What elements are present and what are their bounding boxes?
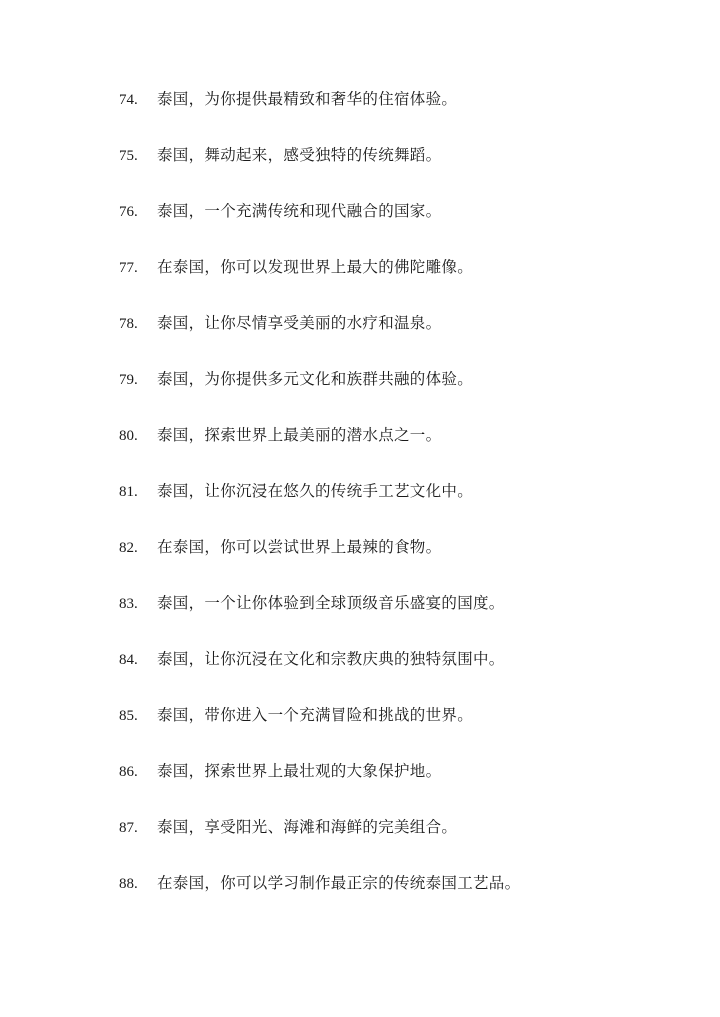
item-text: 泰国，一个充满传统和现代融合的国家。 (157, 202, 442, 220)
list-item (119, 198, 679, 254)
item-text: 泰国，让你沉浸在文化和宗教庆典的独特氛围中。 (157, 650, 505, 668)
item-number: 78. (119, 316, 138, 332)
item-number: 79. (119, 372, 138, 388)
list-item (119, 366, 679, 422)
item-number: 74. (119, 92, 138, 108)
item-number: 87. (119, 820, 138, 836)
item-text: 泰国，让你沉浸在悠久的传统手工艺文化中。 (157, 482, 474, 500)
item-number: 81. (119, 484, 138, 500)
item-text: 在泰国，你可以学习制作最正宗的传统泰国工艺品。 (157, 874, 521, 892)
list-item (119, 86, 679, 142)
list-item (119, 870, 679, 926)
list-item (119, 478, 679, 534)
item-number: 86. (119, 764, 138, 780)
list-item (119, 422, 679, 478)
item-text: 泰国，一个让你体验到全球顶级音乐盛宴的国度。 (157, 594, 505, 612)
list-item (119, 142, 679, 198)
item-text: 泰国，探索世界上最美丽的潜水点之一。 (157, 426, 442, 444)
item-number: 84. (119, 652, 138, 668)
item-number: 83. (119, 596, 138, 612)
list-item (119, 590, 679, 646)
list-item (119, 814, 679, 870)
list-item (119, 534, 679, 590)
numbered-list (119, 86, 679, 926)
item-text: 泰国，让你尽情享受美丽的水疗和温泉。 (157, 314, 442, 332)
item-number: 85. (119, 708, 138, 724)
list-item (119, 646, 679, 702)
item-text: 在泰国，你可以发现世界上最大的佛陀雕像。 (157, 258, 474, 276)
list-item (119, 254, 679, 310)
item-text: 泰国，为你提供多元文化和族群共融的体验。 (157, 370, 474, 388)
item-number: 82. (119, 540, 138, 556)
item-number: 80. (119, 428, 138, 444)
list-item (119, 702, 679, 758)
item-text: 在泰国，你可以尝试世界上最辣的食物。 (157, 538, 442, 556)
item-text: 泰国，为你提供最精致和奢华的住宿体验。 (157, 90, 458, 108)
list-item (119, 758, 679, 814)
item-text: 泰国，带你进入一个充满冒险和挑战的世界。 (157, 706, 474, 724)
item-number: 75. (119, 148, 138, 164)
item-number: 77. (119, 260, 138, 276)
item-text: 泰国，舞动起来，感受独特的传统舞蹈。 (157, 146, 442, 164)
item-text: 泰国，享受阳光、海滩和海鲜的完美组合。 (157, 818, 458, 836)
item-number: 88. (119, 876, 138, 892)
list-item (119, 310, 679, 366)
item-text: 泰国，探索世界上最壮观的大象保护地。 (157, 762, 442, 780)
item-number: 76. (119, 204, 138, 220)
